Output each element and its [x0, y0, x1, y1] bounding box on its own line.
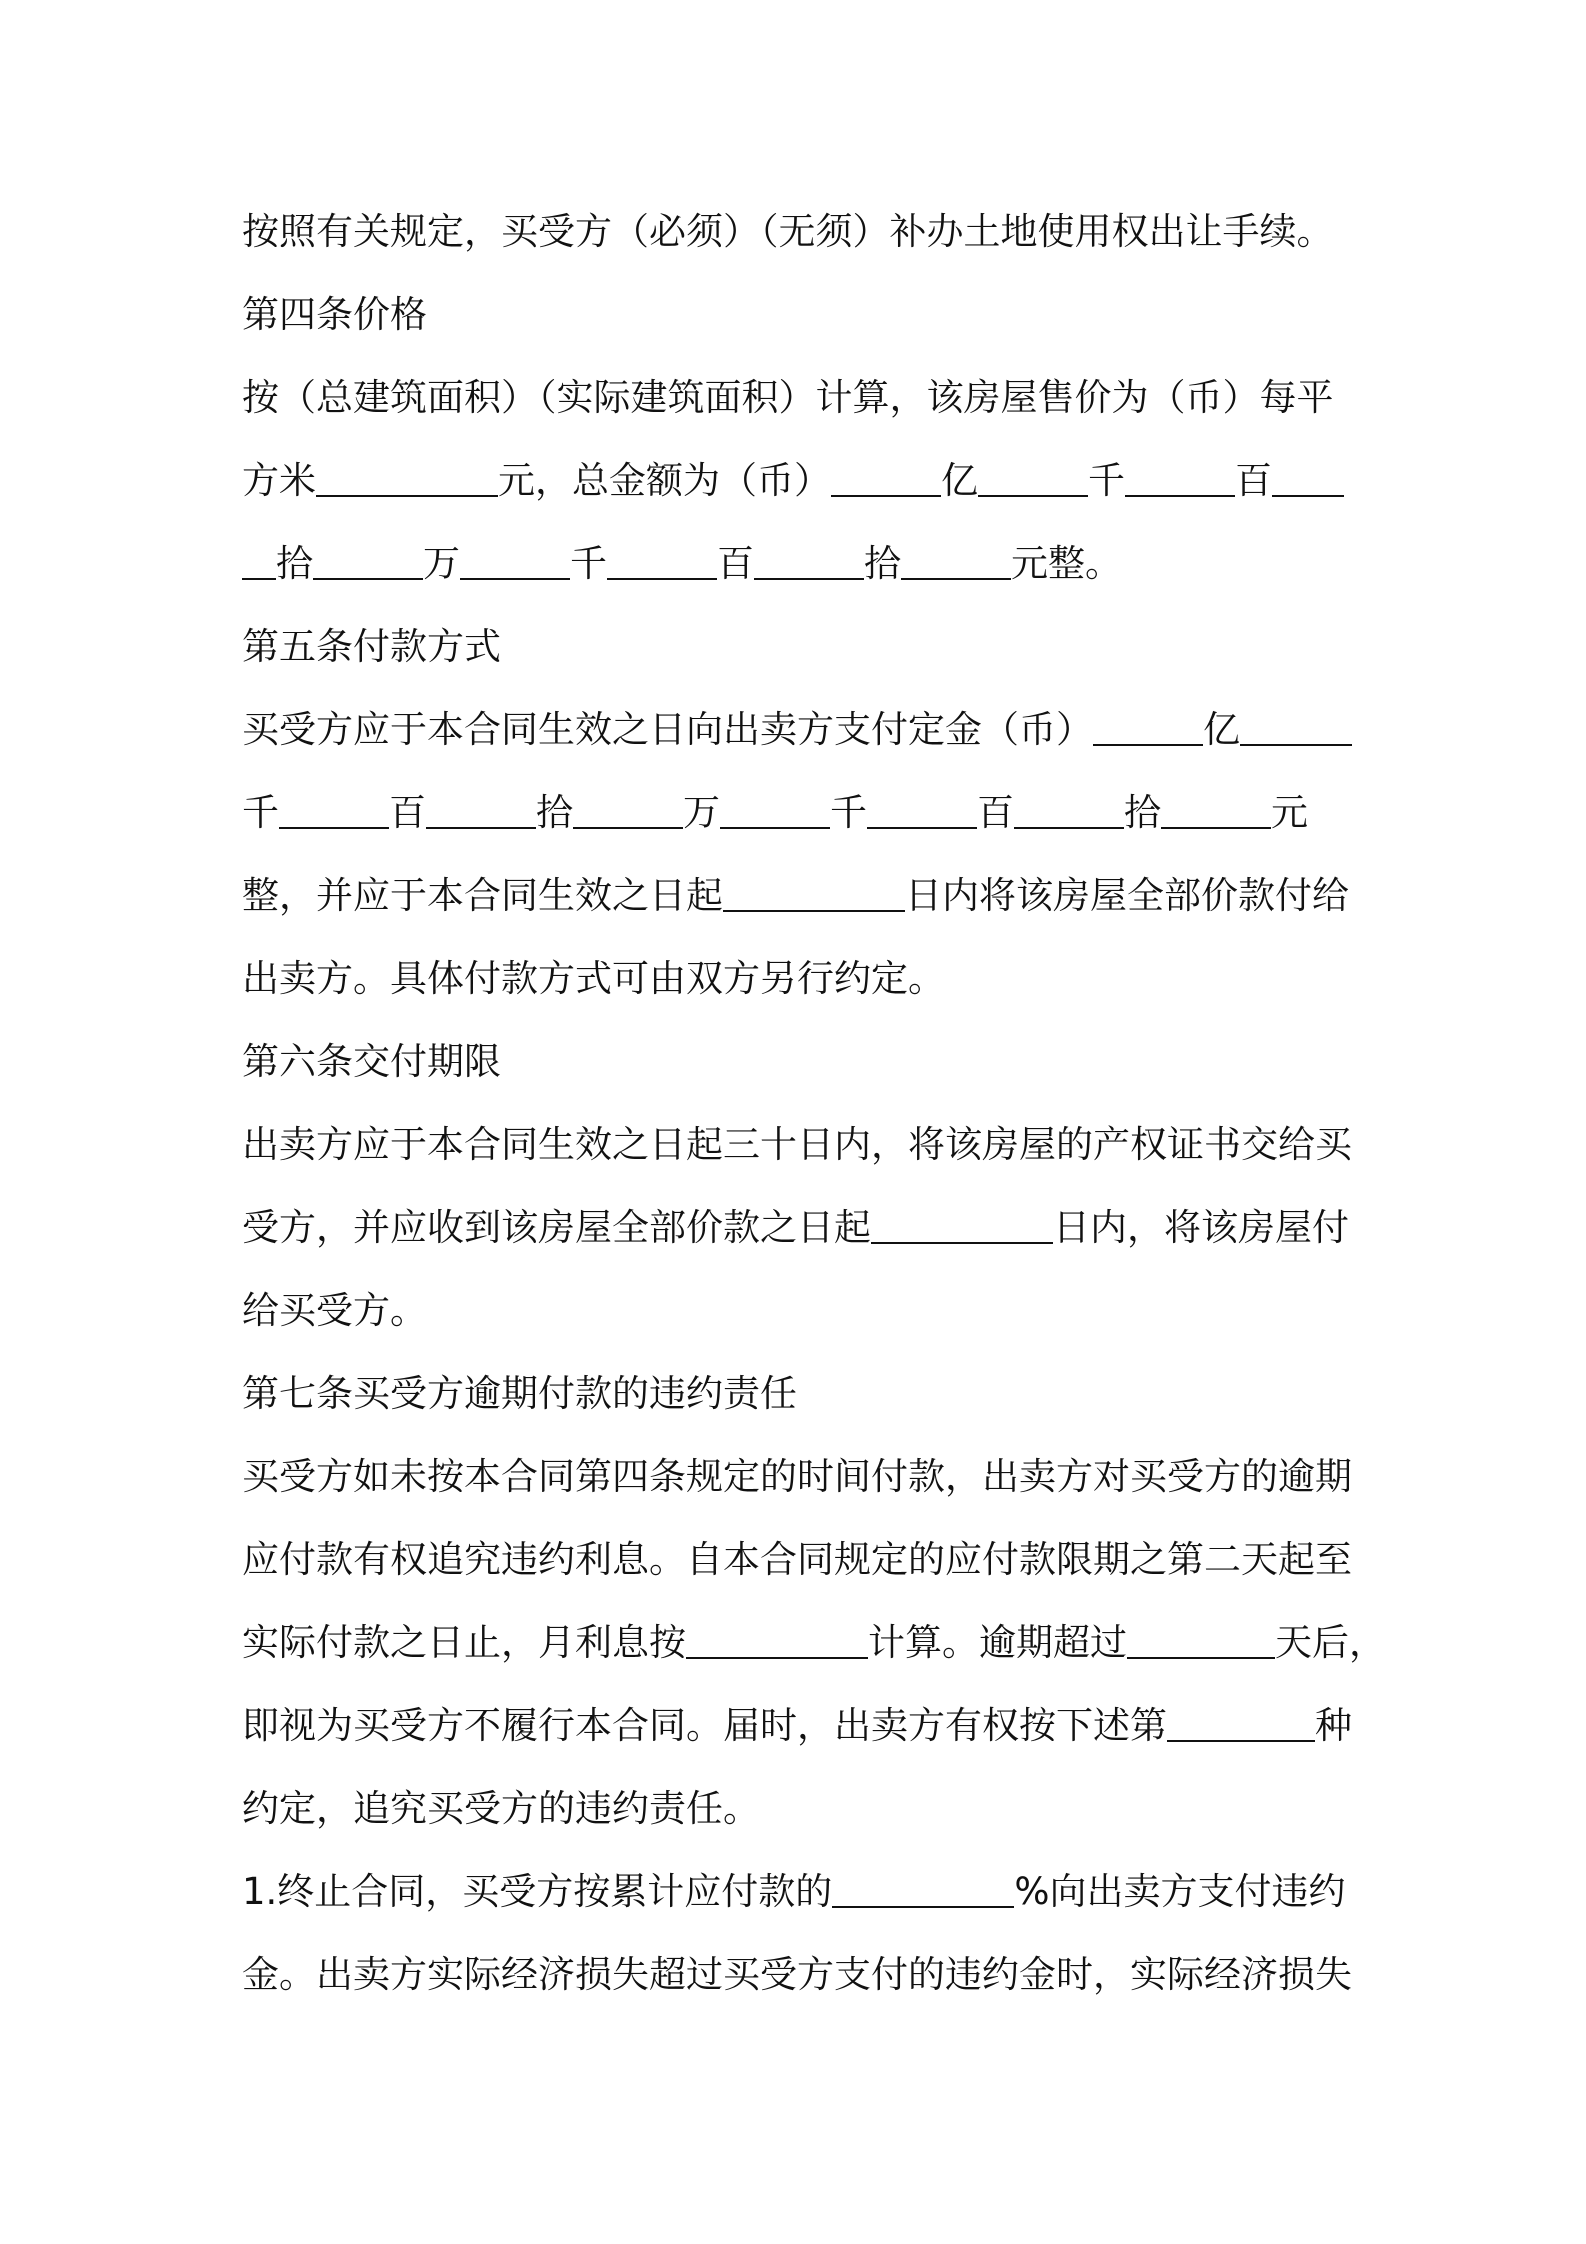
fill-in-blank[interactable] [1127, 1617, 1275, 1659]
fill-in-blank[interactable] [720, 787, 830, 829]
text-segment: 元，总金额为（币） [498, 459, 831, 502]
text-segment: 买受方应于本合同生效之日向出卖方支付定金（币） [242, 708, 1093, 751]
text-segment: 计算。逾期超过 [868, 1621, 1127, 1664]
text-segment: 元整。 [1011, 542, 1122, 585]
text-line [242, 785, 1362, 868]
text-segment: 万 [683, 791, 720, 834]
text-line [242, 1781, 1362, 1864]
fill-in-blank[interactable] [871, 1202, 1053, 1244]
text-line [242, 868, 1362, 951]
text-segment: 日内，将该房屋付 [1053, 1206, 1349, 1249]
fill-in-blank[interactable] [1240, 704, 1352, 746]
text-segment: 元 [1271, 791, 1308, 834]
heading-text: 第五条付款方式 [242, 625, 501, 668]
text-segment: 万 [423, 542, 460, 585]
heading-text: 第四条价格 [242, 293, 427, 336]
text-line [242, 1117, 1362, 1200]
fill-in-blank[interactable] [313, 538, 423, 580]
text-segment: 拾 [536, 791, 573, 834]
text-segment: 百 [389, 791, 426, 834]
text-segment: 千 [242, 791, 279, 834]
fill-in-blank[interactable] [1272, 455, 1344, 497]
text-line [242, 1698, 1362, 1781]
text-segment: 千 [570, 542, 607, 585]
text-segment: 按（总建筑面积）（实际建筑面积）计算，该房屋售价为（币）每平 [242, 376, 1334, 419]
fill-in-blank[interactable] [460, 538, 570, 580]
text-segment: 种 [1315, 1704, 1352, 1747]
fill-in-blank[interactable] [1161, 787, 1271, 829]
fill-in-blank[interactable] [832, 1866, 1014, 1908]
text-segment: 即视为买受方不履行本合同。届时，出卖方有权按下述第 [242, 1704, 1167, 1747]
text-segment: 拾 [864, 542, 901, 585]
text-line [242, 1615, 1386, 1698]
fill-in-blank[interactable] [1093, 704, 1203, 746]
fill-in-blank[interactable] [686, 1617, 868, 1659]
article-heading [242, 619, 1362, 702]
text-line [242, 453, 1362, 536]
fill-in-blank[interactable] [279, 787, 389, 829]
fill-in-blank[interactable] [426, 787, 536, 829]
text-segment: 百 [977, 791, 1014, 834]
heading-text: 第六条交付期限 [242, 1040, 501, 1083]
text-line [242, 536, 1362, 619]
text-segment: 方米 [242, 459, 316, 502]
fill-in-blank[interactable] [978, 455, 1088, 497]
text-line [242, 1449, 1362, 1532]
article-heading [242, 287, 1362, 370]
text-segment: 百 [1235, 459, 1272, 502]
text-segment: 整，并应于本合同生效之日起 [242, 874, 723, 917]
text-segment: 出卖方应于本合同生效之日起三十日内，将该房屋的产权证书交给买 [242, 1123, 1352, 1166]
text-segment: 金。出卖方实际经济损失超过买受方支付的违约金时，实际经济损失 [242, 1953, 1352, 1996]
text-segment: 出卖方。具体付款方式可由双方另行约定。 [242, 957, 945, 1000]
text-segment: 百 [717, 542, 754, 585]
text-line [242, 1532, 1362, 1615]
fill-in-blank[interactable] [901, 538, 1011, 580]
fill-in-blank[interactable] [573, 787, 683, 829]
text-segment: 拾 [276, 542, 313, 585]
heading-text: 第七条买受方逾期付款的违约责任 [242, 1372, 797, 1415]
article-heading [242, 1034, 1362, 1117]
fill-in-blank[interactable] [723, 870, 905, 912]
text-segment: 天后， [1275, 1621, 1386, 1664]
text-line [242, 951, 1362, 1034]
fill-in-blank[interactable] [1014, 787, 1124, 829]
fill-in-blank[interactable] [867, 787, 977, 829]
text-line [242, 204, 1362, 287]
fill-in-blank[interactable] [242, 538, 276, 580]
text-segment: 买受方如未按本合同第四条规定的时间付款，出卖方对买受方的逾期 [242, 1455, 1352, 1498]
text-segment: 亿 [941, 459, 978, 502]
contract-page [242, 204, 1386, 2030]
text-segment: 约定，追究买受方的违约责任。 [242, 1787, 760, 1830]
text-segment: 按照有关规定，买受方（必须）（无须）补办土地使用权出让手续。 [242, 210, 1334, 253]
text-segment: 1.终止合同，买受方按累计应付款的 [242, 1870, 833, 1913]
text-segment: 千 [1088, 459, 1125, 502]
fill-in-blank[interactable] [1167, 1700, 1315, 1742]
fill-in-blank[interactable] [831, 455, 941, 497]
text-line [242, 1947, 1362, 2030]
article-heading [242, 1366, 1362, 1449]
text-line [242, 1200, 1362, 1283]
text-line [242, 1864, 1362, 1947]
text-segment: 拾 [1124, 791, 1161, 834]
fill-in-blank[interactable] [316, 455, 498, 497]
fill-in-blank[interactable] [754, 538, 864, 580]
text-segment: 亿 [1203, 708, 1240, 751]
text-segment: 给买受方。 [242, 1289, 427, 1332]
text-segment: 实际付款之日止，月利息按 [242, 1621, 686, 1664]
text-line [242, 702, 1362, 785]
text-segment: 日内将该房屋全部价款付给 [905, 874, 1349, 917]
text-segment: %向出卖方支付违约 [1014, 1870, 1346, 1913]
fill-in-blank[interactable] [607, 538, 717, 580]
text-line [242, 370, 1362, 453]
text-segment: 千 [830, 791, 867, 834]
text-segment: 受方，并应收到该房屋全部价款之日起 [242, 1206, 871, 1249]
fill-in-blank[interactable] [1125, 455, 1235, 497]
text-segment: 应付款有权追究违约利息。自本合同规定的应付款限期之第二天起至 [242, 1538, 1352, 1581]
text-line [242, 1283, 1362, 1366]
